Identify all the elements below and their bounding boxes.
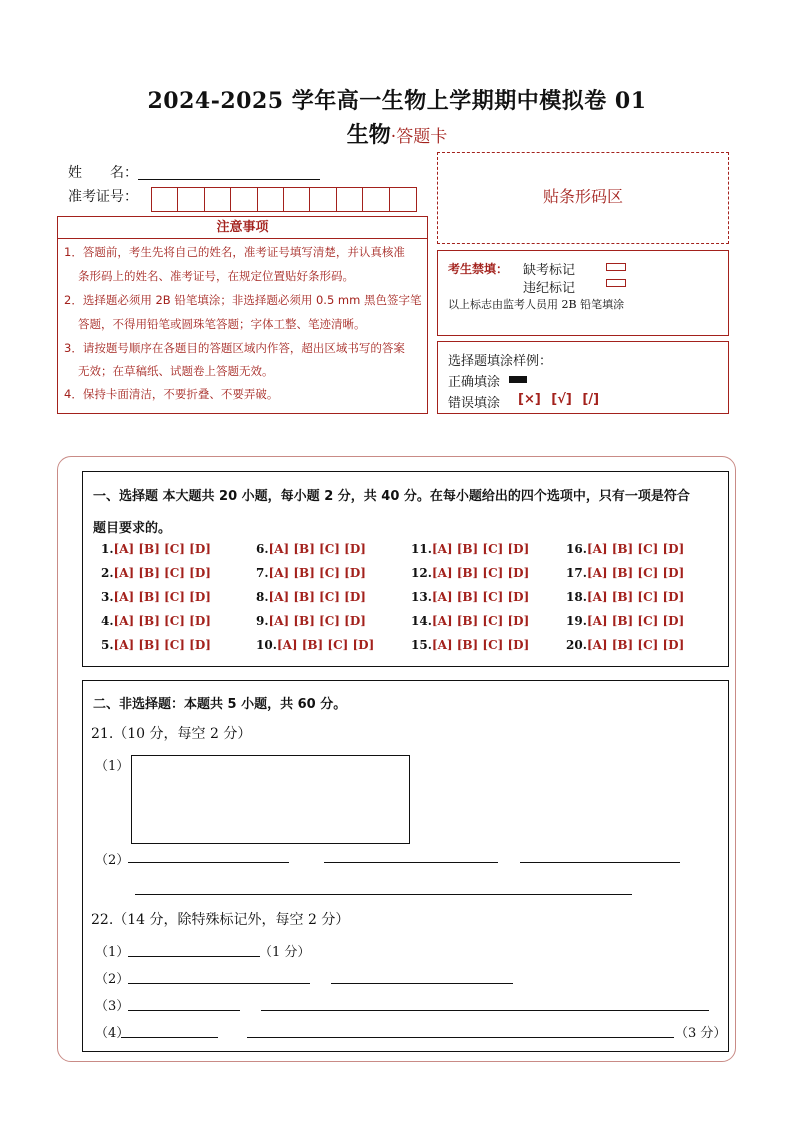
- id-digit-box[interactable]: [284, 188, 310, 211]
- sample-title: 选择题填涂样例：: [448, 354, 553, 369]
- choice-question[interactable]: 7.[A] [B] [C] [D]: [256, 566, 366, 580]
- forbid-note: 以上标志由监考人员用 2B 铅笔填涂: [448, 298, 625, 311]
- q22-part4-label: （4）: [95, 1026, 130, 1041]
- id-digit-box[interactable]: [337, 188, 363, 211]
- correct-fill-mark: [509, 376, 527, 383]
- choice-question[interactable]: 2.[A] [B] [C] [D]: [101, 566, 211, 580]
- q21-part2-label: （2）: [95, 853, 130, 868]
- q21-title: 21.（10 分，每空 2 分）: [91, 726, 252, 742]
- choice-section-heading: [93, 481, 723, 545]
- choice-row: [101, 590, 721, 604]
- q22-part2-blank[interactable]: [128, 983, 310, 984]
- id-digit-box[interactable]: [152, 188, 178, 211]
- q22-part2-label: （2）: [95, 972, 130, 987]
- notice-item: 条形码上的姓名、准考证号，在规定位置贴好条形码。: [78, 269, 354, 283]
- choice-row: [101, 614, 721, 628]
- choice-row: [101, 638, 721, 652]
- q21-part1-answer-box[interactable]: [131, 755, 410, 844]
- notice-item: 1．答题前，考生先将自己的姓名，准考证号填写清楚，并认真核准: [64, 245, 405, 259]
- choice-question[interactable]: 8.[A] [B] [C] [D]: [256, 590, 366, 604]
- violation-mark-box[interactable]: [606, 279, 626, 287]
- notice-panel: [57, 216, 428, 414]
- notice-item: 2．选择题必须用 2B 铅笔填涂；非选择题必须用 0.5 mm 黑色签字笔: [64, 293, 422, 307]
- wrong-fill-marks: [×] [√] [/]: [518, 392, 600, 407]
- page-title: 2024-2025 学年高一生物上学期期中模拟卷 01: [147, 88, 647, 114]
- choice-question[interactable]: 18.[A] [B] [C] [D]: [566, 590, 685, 604]
- q22-part3-blank[interactable]: [128, 1010, 240, 1011]
- absent-mark-box[interactable]: [606, 263, 626, 271]
- choice-row: [101, 542, 721, 556]
- q21-part2-blank[interactable]: [520, 862, 680, 863]
- choice-question[interactable]: 9.[A] [B] [C] [D]: [256, 614, 366, 628]
- written-section-heading: 二、非选择题：本题共 5 小题，共 60 分。: [93, 697, 347, 712]
- exam-id-label: 准考证号：: [68, 189, 138, 205]
- choice-row: [101, 566, 721, 580]
- choice-question[interactable]: 20.[A] [B] [C] [D]: [566, 638, 685, 652]
- choice-question[interactable]: 14.[A] [B] [C] [D]: [411, 614, 530, 628]
- q22-part4-blank[interactable]: [247, 1037, 674, 1038]
- subject-name: 生物: [346, 122, 391, 148]
- id-digit-box[interactable]: [258, 188, 284, 211]
- choice-question[interactable]: 15.[A] [B] [C] [D]: [411, 638, 530, 652]
- notice-item: 无效；在草稿纸、试题卷上答题无效。: [78, 364, 274, 378]
- id-digit-box[interactable]: [390, 188, 416, 211]
- forbid-label: 考生禁填：: [448, 262, 509, 276]
- violation-mark-label: 违纪标记: [523, 281, 576, 296]
- q21-part2-blank[interactable]: [128, 862, 289, 863]
- choice-question[interactable]: 16.[A] [B] [C] [D]: [566, 542, 685, 556]
- id-digit-box[interactable]: [205, 188, 231, 211]
- subject-title: [0, 118, 794, 149]
- examiner-only-panel: [437, 250, 729, 336]
- q22-part1-score: （1 分）: [259, 945, 311, 960]
- choice-question[interactable]: 13.[A] [B] [C] [D]: [411, 590, 530, 604]
- notice-item: 4．保持卡面清洁，不要折叠、不要弄破。: [64, 387, 279, 401]
- choice-question[interactable]: 11.[A] [B] [C] [D]: [411, 542, 530, 556]
- choice-question[interactable]: 17.[A] [B] [C] [D]: [566, 566, 685, 580]
- id-digit-box[interactable]: [363, 188, 389, 211]
- choice-section: [82, 471, 729, 667]
- q21-part1-label: （1）: [95, 759, 130, 774]
- id-digit-box[interactable]: [310, 188, 336, 211]
- id-digit-box[interactable]: [231, 188, 257, 211]
- notice-item: 3．请按题号顺序在各题目的答题区域内作答，超出区域书写的答案: [64, 341, 405, 355]
- choice-question[interactable]: 12.[A] [B] [C] [D]: [411, 566, 530, 580]
- choice-question[interactable]: 5.[A] [B] [C] [D]: [101, 638, 211, 652]
- subject-suffix: ·答题卡: [390, 127, 448, 147]
- q22-title: 22.（14 分，除特殊标记外，每空 2 分）: [91, 912, 350, 928]
- choice-question[interactable]: 3.[A] [B] [C] [D]: [101, 590, 211, 604]
- choice-question[interactable]: 19.[A] [B] [C] [D]: [566, 614, 685, 628]
- q22-part3-blank[interactable]: [261, 1010, 709, 1011]
- choice-question[interactable]: 10.[A] [B] [C] [D]: [256, 638, 375, 652]
- choice-heading-line: 题目要求的。: [93, 521, 172, 536]
- q21-part2-blank[interactable]: [324, 862, 498, 863]
- correct-fill-label: 正确填涂: [448, 375, 501, 390]
- wrong-fill-label: 错误填涂: [448, 396, 501, 411]
- written-section: [82, 680, 729, 1052]
- barcode-area[interactable]: 贴条形码区: [437, 152, 729, 244]
- notice-heading: 注意事项: [58, 217, 427, 239]
- q22-part3-label: （3）: [95, 999, 130, 1014]
- exam-id-boxes[interactable]: [151, 187, 417, 212]
- choice-question[interactable]: 4.[A] [B] [C] [D]: [101, 614, 211, 628]
- q22-part4-score: （3 分）: [675, 1026, 727, 1041]
- notice-item: 答题，不得用铅笔或圆珠笔答题；字体工整、笔迹清晰。: [78, 317, 366, 331]
- q21-part2-blank[interactable]: [135, 894, 632, 895]
- name-label: 姓 名：: [68, 165, 138, 181]
- q22-part1-label: （1）: [95, 945, 130, 960]
- q22-part1-blank[interactable]: [128, 956, 260, 957]
- absent-mark-label: 缺考标记: [523, 263, 576, 278]
- choice-question[interactable]: 1.[A] [B] [C] [D]: [101, 542, 211, 556]
- fill-sample-panel: [437, 341, 729, 414]
- choice-question[interactable]: 6.[A] [B] [C] [D]: [256, 542, 366, 556]
- id-digit-box[interactable]: [178, 188, 204, 211]
- q22-part4-blank[interactable]: [121, 1037, 218, 1038]
- q22-part2-blank[interactable]: [331, 983, 513, 984]
- name-field[interactable]: [138, 179, 320, 180]
- choice-heading-line: 一、选择题 本大题共 20 小题，每小题 2 分，共 40 分。在每小题给出的四个选项中，只有一项是符合: [93, 489, 690, 504]
